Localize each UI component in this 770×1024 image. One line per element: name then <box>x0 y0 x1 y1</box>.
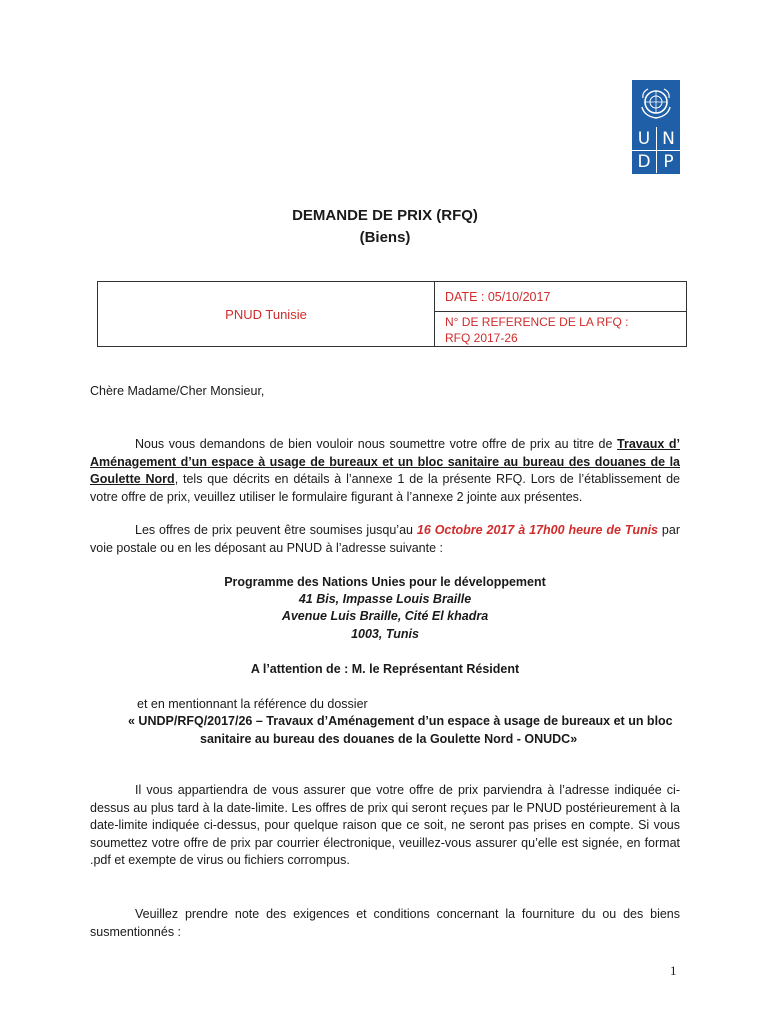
undp-logo <box>632 80 680 174</box>
reference-label: N° DE REFERENCE DE LA RFQ : <box>445 315 629 329</box>
logo-letter-d: D <box>632 150 656 173</box>
entity-cell: PNUD Tunisie <box>98 282 435 346</box>
logo-letter-u: U <box>637 128 651 149</box>
document-subtitle: (Biens) <box>359 229 411 246</box>
paragraph-deadline-intro: Les offres de prix peuvent être soumises jusqu’au <box>135 523 417 537</box>
paragraph-requirements: Veuillez prendre note des exigences et conditions concernant la fourniture du ou des biens susmentionnés : <box>90 907 680 939</box>
paragraph-request-intro: Nous vous demandons de bien vouloir nous soumettre votre offre de prix au titre de <box>135 437 618 451</box>
reference-title-line-1: « UNDP/RFQ/2017/26 – Travaux d’Aménagement d’un espace à usage de bureaux et un bloc <box>128 714 673 728</box>
address-line-1: 41 Bis, Impasse Louis Braille <box>298 592 472 606</box>
document-title: DEMANDE DE PRIX (RFQ) <box>292 207 478 224</box>
deadline-date: 16 Octobre 2017 à 17h00 heure de Tunis <box>416 523 659 537</box>
reference-value: RFQ 2017-26 <box>445 331 518 345</box>
project-subject: Travaux d’ Aménagement d’un espace à usage de bureaux et un bloc sanitaire au bureau des douanes de la Goulette Nord <box>90 437 680 486</box>
reference-intro: et en mentionnant la référence du dossier <box>137 697 368 711</box>
reference-title-line-2: sanitaire au bureau des douanes de la Goulette Nord - ONUDC» <box>200 732 578 746</box>
un-emblem-icon <box>636 83 676 123</box>
address-line-3: 1003, Tunis <box>351 627 419 641</box>
paragraph-submission-rules: Il vous appartiendra de vous assurer que votre offre de prix parviendra à l’adresse indiquée ci-dessus au plus tard à la date-limite. Les offres de prix qui seront reçues par le PNUD postérieurement à la date-limite indiquée ci-dessus, pour quelque raison que ce soit, ne seront pas prises en compte. Si vous soumettez votre offre de prix par courrier électronique, veuillez-vous assurer qu’elle est signée, en format .pdf et exempte de virus ou fichiers corrompus. <box>90 783 680 867</box>
address-organization: Programme des Nations Unies pour le développement <box>224 575 546 589</box>
paragraph-deadline <box>90 522 680 557</box>
rfq-info-table <box>97 281 687 347</box>
salutation: Chère Madame/Cher Monsieur, <box>90 384 265 398</box>
address-line-2: Avenue Luis Braille, Cité El khadra <box>281 609 489 623</box>
logo-letter-n: N <box>656 127 680 150</box>
page-number: 1 <box>670 963 677 978</box>
date-cell: DATE : 05/10/2017 <box>435 282 686 312</box>
attention-line: A l’attention de : M. le Représentant Résident <box>250 662 520 676</box>
paragraph-request-details: , tels que décrits en détails à l’annexe 1 de la présente RFQ. Lors de l’établissement de votre offre de prix, veuillez utiliser le formulaire figurant à l’annexe 2 jointe aux présentes. <box>90 472 680 504</box>
paragraph-request <box>90 436 680 506</box>
paragraph-deadline-rest: par voie postale ou en les déposant au PNUD à l’adresse suivante : <box>90 523 680 555</box>
undp-letters <box>632 127 680 173</box>
logo-letter-p: P <box>656 150 680 173</box>
reference-cell <box>435 313 686 346</box>
